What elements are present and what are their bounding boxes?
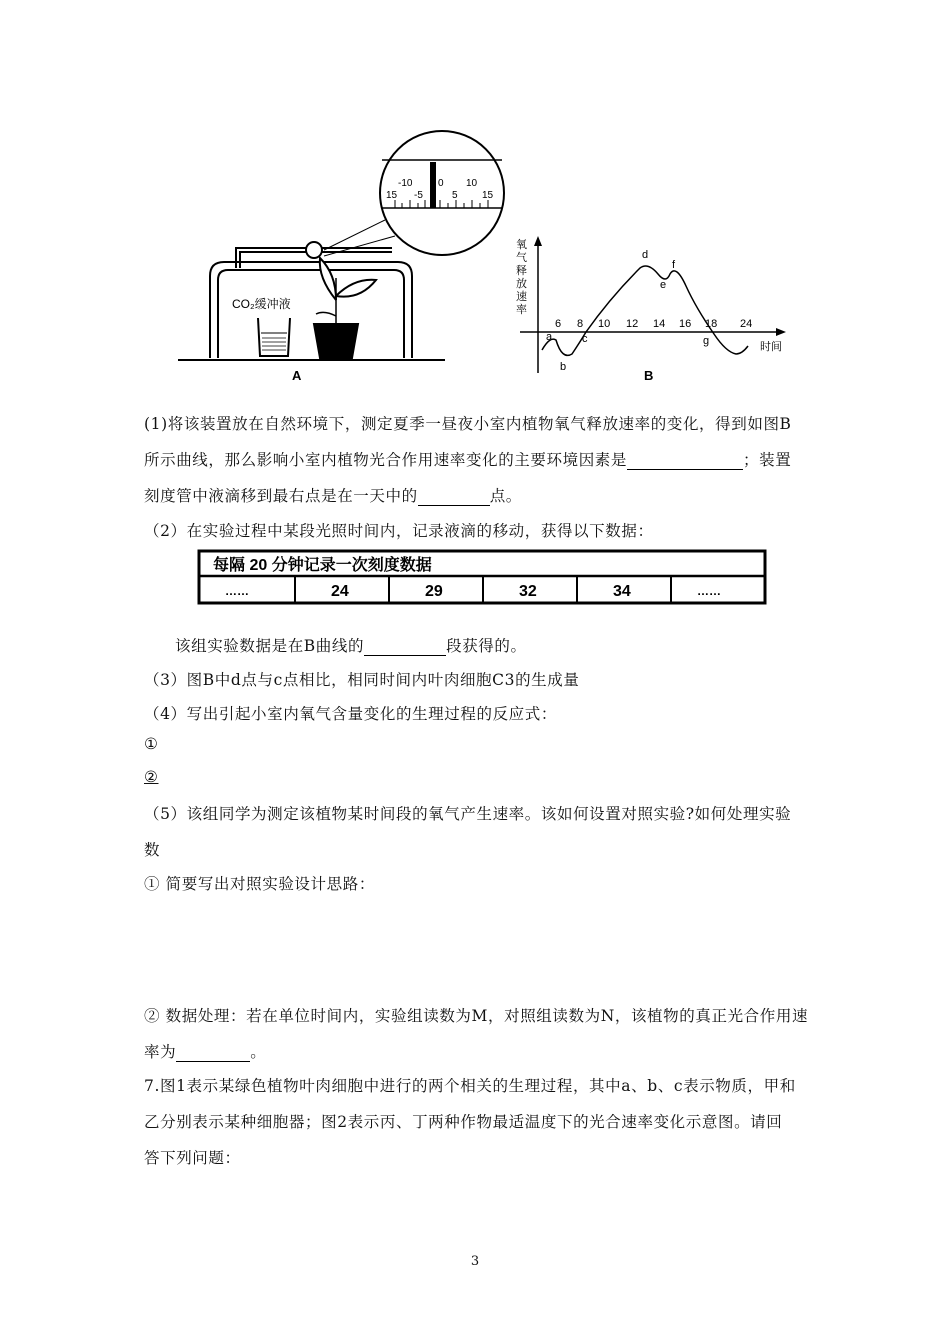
q5-item2-line2 bbox=[144, 1040, 266, 1062]
data-table bbox=[185, 549, 767, 607]
x-tick-label: 16 bbox=[679, 318, 692, 330]
x-axis-title: 时间 bbox=[760, 341, 782, 353]
answer-blank-segment[interactable] bbox=[364, 637, 446, 656]
point-label: f bbox=[672, 259, 676, 271]
apparatus-label: A bbox=[292, 368, 302, 383]
scale-tick-label: 0 bbox=[438, 178, 444, 189]
table-cell: …… bbox=[697, 584, 721, 598]
x-tick-label: 14 bbox=[653, 318, 666, 330]
oxygen-curve bbox=[542, 266, 748, 355]
table-header: 每隔 20 分钟记录一次刻度数据 bbox=[213, 557, 432, 574]
q7-line2: 乙分别表示某种细胞器；图2表示丙、丁两种作物最适温度下的光合速率变化示意图。请回 bbox=[144, 1113, 783, 1131]
scale-tick-label: 10 bbox=[466, 178, 478, 189]
q1-line3 bbox=[144, 484, 522, 506]
point-label: g bbox=[703, 335, 710, 347]
x-tick-label: 8 bbox=[577, 318, 584, 330]
q2-line1: （2）在实验过程中某段光照时间内，记录液滴的移动，获得以下数据： bbox=[144, 522, 654, 540]
q1-line1: (1)将该装置放在自然环境下，测定夏季一昼夜小室内植物氧气释放速率的变化，得到如图B bbox=[144, 415, 792, 433]
q7-line1: 7.图1表示某绿色植物叶肉细胞中进行的两个相关的生理过程，其中a、b、c表示物质，甲和 bbox=[144, 1077, 796, 1095]
q3-text: （3）图B中d点与c点相比，相同时间内叶肉细胞C3的生成量 bbox=[144, 671, 580, 689]
svg-text:氧 气 释 放: 氧 气 释 放 速 率 bbox=[516, 239, 527, 316]
page-number: 3 bbox=[470, 1254, 480, 1269]
graph-label: B bbox=[644, 368, 654, 383]
q5-line2: 数 bbox=[144, 841, 161, 859]
apparatus-a bbox=[178, 242, 445, 360]
point-label: b bbox=[560, 361, 567, 373]
q1-line3-tail: 点。 bbox=[489, 487, 522, 505]
q1-line2-tail: ；装置 bbox=[743, 451, 792, 469]
x-tick-label: 12 bbox=[626, 318, 639, 330]
q1-line2 bbox=[144, 448, 791, 470]
q5-line1: （5）该组同学为测定该植物某时间段的氧气产生速率。该如何设置对照实验?如何处理实验 bbox=[144, 805, 792, 823]
q5-item2-text: 率为 bbox=[144, 1043, 177, 1061]
table-cell: 34 bbox=[613, 583, 631, 600]
point-label: e bbox=[660, 279, 667, 291]
answer-blank-factor[interactable] bbox=[627, 451, 743, 470]
scale-tick-label: 15 bbox=[482, 190, 494, 201]
scale-tick-label: -5 bbox=[414, 190, 423, 201]
x-tick-label: 10 bbox=[598, 318, 611, 330]
scale-tick-label: -10 bbox=[398, 178, 413, 189]
x-tick-label: 6 bbox=[555, 318, 562, 330]
point-label: d bbox=[642, 249, 649, 261]
q4-text: （4）写出引起小室内氧气含量变化的生理过程的反应式： bbox=[144, 705, 557, 723]
q4-item1: ① bbox=[144, 735, 159, 753]
table-cell: …… bbox=[225, 584, 249, 598]
q5-item2-line1: ② 数据处理：若在单位时间内，实验组读数为M，对照组读数为N，该植物的真正光合作用速 bbox=[144, 1007, 809, 1025]
q7-line3: 答下列问题： bbox=[144, 1149, 241, 1167]
scale-magnifier bbox=[380, 131, 504, 255]
y-axis-title-char: 氧 bbox=[516, 239, 527, 251]
scale-tick-label: 5 bbox=[452, 190, 458, 201]
graph-b bbox=[516, 236, 786, 383]
q4-item2: ② bbox=[144, 768, 159, 786]
liquid-hatch bbox=[262, 338, 286, 350]
q5-item1: ① 简要写出对照实验设计思路： bbox=[144, 875, 375, 893]
q1-line2-text: 所示曲线，那么影响小室内植物光合作用速率变化的主要环境因素是 bbox=[144, 451, 628, 469]
x-tick-label: 18 bbox=[705, 318, 718, 330]
table-cell: 24 bbox=[331, 583, 349, 600]
point-label: c bbox=[582, 333, 588, 345]
answer-blank-rate[interactable] bbox=[176, 1043, 250, 1062]
q2-line2-text: 该组实验数据是在B曲线的 bbox=[175, 637, 365, 655]
point-label: a bbox=[546, 331, 553, 343]
experiment-figure bbox=[170, 128, 810, 388]
co2-buffer-label: CO₂缓冲液 bbox=[232, 297, 291, 311]
q2-line2-tail: 段获得的。 bbox=[446, 637, 527, 655]
scale-tick-label: 15 bbox=[386, 190, 398, 201]
x-tick-label: 24 bbox=[740, 318, 753, 330]
table-cell: 29 bbox=[425, 583, 443, 600]
q1-line3-text: 刻度管中液滴移到最右点是在一天中的 bbox=[144, 487, 418, 505]
answer-blank-time[interactable] bbox=[418, 487, 490, 506]
q5-item2-tail: 。 bbox=[250, 1043, 267, 1061]
table-cell: 32 bbox=[519, 583, 537, 600]
q2-line2 bbox=[175, 634, 527, 656]
